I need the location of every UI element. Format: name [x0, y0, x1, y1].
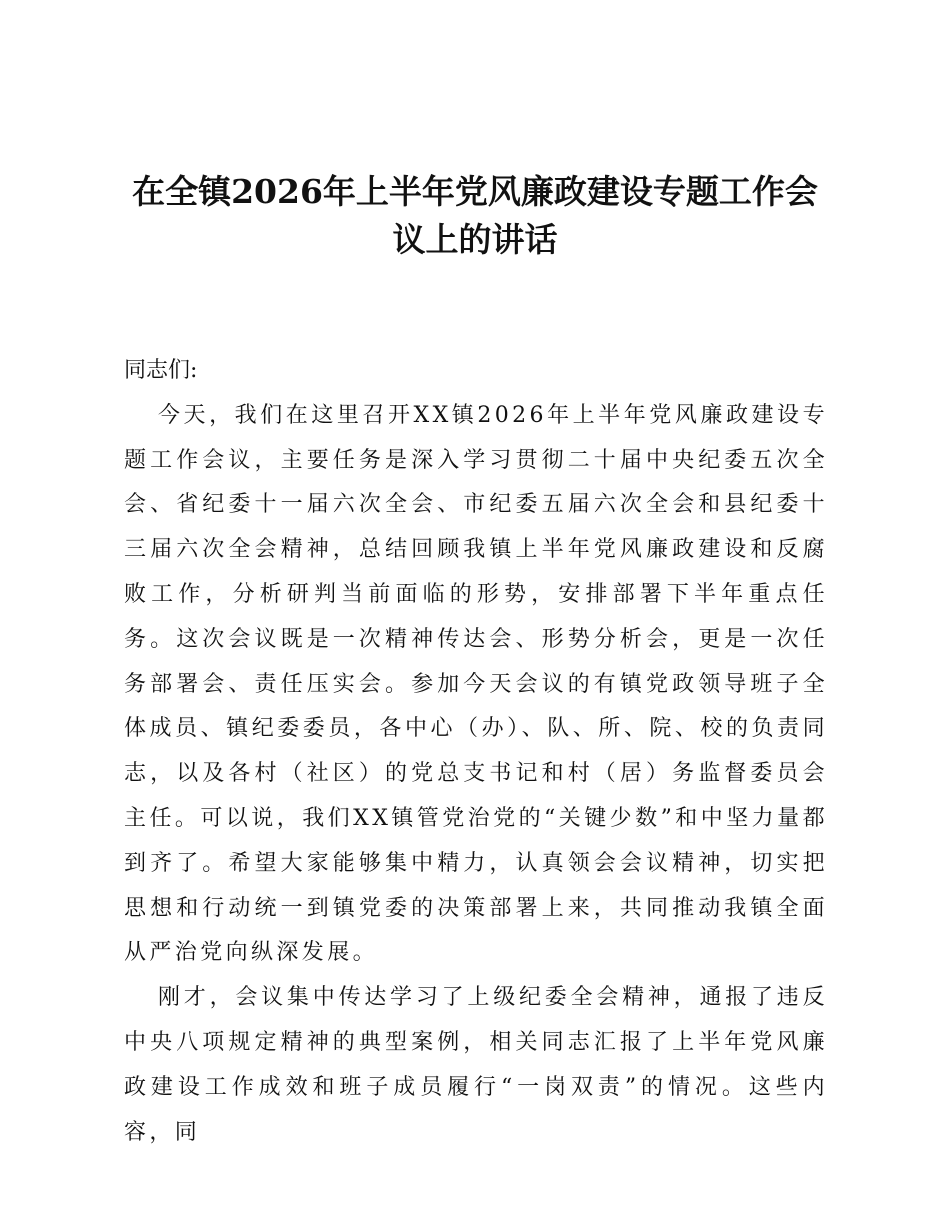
salutation: 同志们: — [124, 358, 198, 383]
document-title: 在全镇2026年上半年党风廉政建设专题工作会议上的讲话 — [132, 172, 818, 259]
document-body — [124, 349, 828, 1155]
paragraph-2: 刚才，会议集中传达学习了上级纪委全会精神，通报了违反中央八项规定精神的典型案例，相关同志汇报了上半年党风廉政建设工作成效和班子成员履行“一岗双责”的情况。这些内容，同 — [124, 985, 828, 1145]
paragraph-1: 今天，我们在这里召开XX镇2026年上半年党风廉政建设专题工作会议，主要任务是深入学习贯彻二十届中央纪委五次全会、省纪委十一届六次全会、市纪委五届六次全会和县纪委十三届六次全会精神，总结回顾我镇上半年党风廉政建设和反腐败工作，分析研判当前面临的形势，安排部署下半年重点任务。这次会议既是一次精神传达会、形势分析会，更是一次任务部署会、责任压实会。参加今天会议的有镇党政领导班子全体成员、镇纪委委员，各中心（办）、队、所、院、校的负责同志，以及各村（社区）的党总支书记和村（居）务监督委员会主任。可以说，我们XX镇管党治党的“关键少数”和中坚力量都到齐了。希望大家能够集中精力，认真领会会议精神，切实把思想和行动统一到镇党委的决策部署上来，共同推动我镇全面从严治党向纵深发展。 — [124, 402, 828, 966]
